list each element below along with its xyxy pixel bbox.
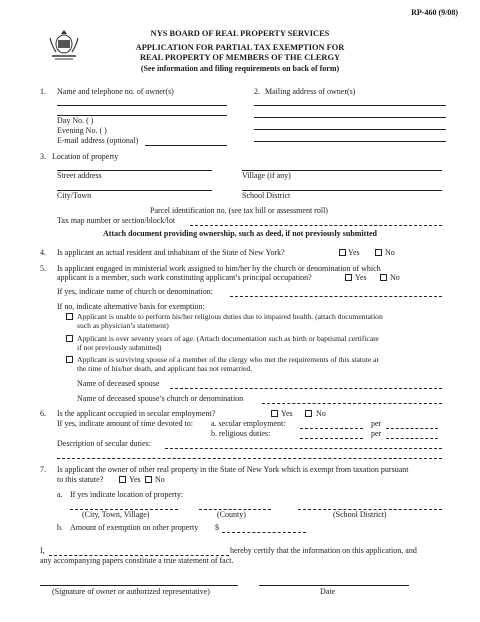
q2-number: 2. (254, 87, 260, 96)
email-line[interactable] (145, 145, 227, 146)
q4-question: Is applicant an actual resident and inhabitant of the State of New York? (57, 248, 285, 257)
option-over-seventy-1: Applicant is over seventy years of age. (Attach documentation such as birth or baptismal certificate (77, 334, 379, 343)
option-impaired-health-1: Applicant is unable to perform his/her religious duties due to impaired health. (attach documentation (77, 312, 383, 321)
option-surviving-spouse-checkbox[interactable] (66, 356, 73, 363)
q3-label: Location of property (52, 152, 119, 161)
date-label: Date (320, 587, 336, 596)
q7-question-2: to this statute? (57, 475, 104, 484)
village-label: Village (if any) (242, 171, 291, 180)
evening-phone-label: Evening No. ( ) (57, 126, 107, 135)
option-over-seventy-checkbox[interactable] (66, 335, 73, 342)
other-city-label: (City, Town, Village) (82, 510, 150, 519)
q5-number: 5. (40, 264, 46, 273)
cert-i: I, (40, 546, 45, 555)
signature-label: (Signature of owner or authorized representative) (52, 587, 210, 596)
q7-no-checkbox[interactable] (145, 476, 152, 483)
religious-per-label: per (371, 429, 382, 438)
other-school-label: (School District) (333, 510, 387, 519)
q1-label: Name and telephone no. of owner(s) (57, 87, 174, 96)
religious-duties-label: b. religious duties: (211, 429, 271, 438)
q6-ifyes-label: If yes, indicate amount of time devoted to: (57, 419, 193, 428)
q7a-label: If yes indicate location of property: (70, 490, 184, 499)
mailing-line-2[interactable] (254, 117, 446, 118)
q4-no-checkbox[interactable] (375, 249, 382, 256)
owner-name-line-1[interactable] (57, 105, 227, 106)
q6-number: 6. (40, 409, 46, 418)
option-over-seventy-2: if not previously submitted) (77, 343, 162, 352)
cert-text-2: any accompanying papers constitute a true statement of fact. (40, 556, 234, 565)
secular-per-label: per (371, 419, 382, 428)
form-subtitle: (See information and filing requirements on back of form) (140, 64, 340, 73)
q4-yes-checkbox[interactable] (339, 249, 346, 256)
secular-employment-label: a. secular employment: (211, 419, 286, 428)
spouse-church-label: Name of deceased spouse’s church or denomination (77, 394, 244, 403)
q5-question-2: applicant is a member, such work constituting applicant’s principal occupation? (57, 273, 312, 282)
religious-time-line[interactable] (300, 438, 363, 439)
q7-yes-label: Yes (129, 475, 141, 484)
city-label: City/Town (57, 191, 92, 200)
secular-time-line[interactable] (300, 428, 363, 429)
form-title-1: APPLICATION FOR PARTIAL TAX EXEMPTION FOR (135, 43, 345, 52)
secular-duties-line-1[interactable] (165, 448, 442, 449)
parcel-label: Parcel identification no. (see tax bill or assessment roll) (150, 206, 328, 215)
cert-text-1: hereby certify that the information on this application, and (230, 546, 417, 555)
q5-yes-label: Yes (355, 273, 367, 282)
q7-yes-checkbox[interactable] (119, 476, 126, 483)
q6-no-label: No (316, 409, 326, 418)
q5-yes-checkbox[interactable] (345, 274, 352, 281)
q4-no-label: No (385, 248, 395, 257)
q7-question-1: Is applicant the owner of other real property in the State of New York which is exempt from taxation pursuant (57, 465, 409, 474)
other-exemption-amount-line[interactable] (222, 532, 306, 533)
mailing-line-3[interactable] (254, 129, 446, 130)
option-surviving-spouse-1: Applicant is surviving spouse of a member of the clergy who met the requirements of this statute at (77, 355, 379, 364)
attach-note: Attach document providing ownership, such as deed, if not previously submitted (103, 229, 377, 238)
street-label: Street address (57, 171, 102, 180)
q4-yes-label: Yes (348, 248, 360, 257)
q6-yes-label: Yes (281, 409, 293, 418)
form-title-2: REAL PROPERTY OF MEMBERS OF THE CLERGY (139, 53, 341, 62)
q2-label: Mailing address of owner(s) (265, 87, 356, 96)
option-impaired-health-checkbox[interactable] (66, 313, 73, 320)
date-line[interactable] (259, 585, 409, 586)
option-surviving-spouse-2: the time of his/her death, and applicant has not remarried. (77, 364, 253, 373)
q5-no-label: No (390, 273, 400, 282)
signature-line[interactable] (40, 585, 238, 586)
secular-duties-line-2[interactable] (57, 458, 442, 459)
secular-duties-label: Description of secular duties: (57, 439, 151, 448)
spouse-church-line[interactable] (262, 403, 442, 404)
deceased-spouse-label: Name of deceased spouse (77, 379, 160, 388)
q7a-number: a. (57, 490, 63, 499)
q5-ifno-label: If no, indicate alternative basis for exemption: (57, 302, 205, 311)
email-label: E-mail address (optional) (57, 136, 139, 145)
deceased-spouse-line[interactable] (170, 388, 442, 389)
school-label: School District (242, 191, 291, 200)
q7b-number: b. (57, 523, 63, 532)
q6-question: Is the applicant occupied in secular employment? (57, 409, 216, 418)
form-id: RP-460 (9/08) (411, 8, 458, 17)
q6-yes-checkbox[interactable] (271, 410, 278, 417)
q6-no-checkbox[interactable] (305, 410, 312, 417)
q5-question-1: Is applicant engaged in ministerial work assigned to him/her by the church or denomination of which (57, 264, 381, 273)
secular-per-line[interactable] (386, 428, 438, 429)
other-county-label: (County) (217, 510, 246, 519)
q7b-label: Amount of exemption on other property (70, 523, 199, 532)
agency-name: NYS BOARD OF REAL PROPERTY SERVICES (150, 29, 330, 38)
q5-church-line[interactable] (230, 296, 442, 297)
q4-number: 4. (40, 248, 46, 257)
taxmap-line[interactable] (190, 225, 442, 226)
q7-number: 7. (40, 465, 46, 474)
mailing-line-1[interactable] (254, 105, 446, 106)
q7-no-label: No (155, 475, 165, 484)
religious-per-line[interactable] (386, 438, 438, 439)
day-phone-label: Day No. ( ) (57, 116, 94, 125)
q5-no-checkbox[interactable] (380, 274, 387, 281)
mailing-line-4[interactable] (254, 141, 446, 142)
q5-church-label: If yes, indicate name of church or denomination: (57, 287, 213, 296)
q3-number: 3. (40, 152, 46, 161)
dollar-sign: $ (215, 523, 219, 532)
q1-number: 1. (40, 87, 46, 96)
taxmap-label: Tax map number or section/block/lot (57, 216, 176, 225)
option-impaired-health-2: such as physician’s statement) (77, 321, 169, 330)
